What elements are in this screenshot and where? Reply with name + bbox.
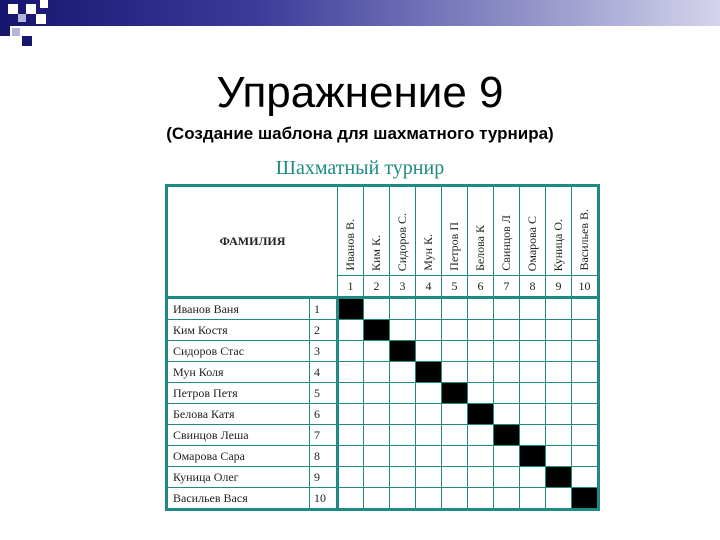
result-cell[interactable] (364, 362, 390, 383)
result-cell[interactable] (338, 467, 364, 488)
column-number: 5 (442, 276, 468, 298)
result-cell[interactable] (520, 404, 546, 425)
result-cell[interactable] (416, 341, 442, 362)
result-cell[interactable] (416, 446, 442, 467)
diagonal-blocked-cell (546, 467, 572, 488)
column-number: 10 (572, 276, 599, 298)
result-cell[interactable] (572, 467, 599, 488)
column-number: 4 (416, 276, 442, 298)
column-header (364, 186, 390, 276)
result-cell[interactable] (390, 446, 416, 467)
result-cell[interactable] (416, 425, 442, 446)
result-cell[interactable] (546, 488, 572, 510)
player-row (167, 446, 599, 467)
result-cell[interactable] (520, 341, 546, 362)
column-header-label: Иванов В. (343, 219, 357, 271)
result-cell[interactable] (416, 383, 442, 404)
column-header (338, 186, 364, 276)
column-header-label: Ким К. (369, 234, 383, 271)
player-name: Мун Коля (167, 362, 310, 383)
result-cell[interactable] (338, 425, 364, 446)
player-name: Белова Катя (167, 404, 310, 425)
result-cell[interactable] (494, 341, 520, 362)
result-cell[interactable] (416, 488, 442, 510)
tournament-table (165, 184, 600, 511)
player-index: 8 (310, 446, 338, 467)
result-cell[interactable] (468, 383, 494, 404)
result-cell[interactable] (468, 362, 494, 383)
result-cell[interactable] (494, 488, 520, 510)
result-cell[interactable] (364, 467, 390, 488)
player-index: 3 (310, 341, 338, 362)
player-name: Омарова Сара (167, 446, 310, 467)
player-row (167, 320, 599, 341)
player-name: Иванов Ваня (167, 298, 310, 320)
result-cell[interactable] (338, 383, 364, 404)
result-cell[interactable] (442, 467, 468, 488)
column-number: 3 (390, 276, 416, 298)
column-header (572, 186, 599, 276)
column-header-label: Мун К. (421, 234, 435, 271)
diagonal-blocked-cell (572, 488, 599, 510)
result-cell[interactable] (520, 320, 546, 341)
result-cell[interactable] (468, 425, 494, 446)
result-cell[interactable] (364, 404, 390, 425)
player-name: Сидоров Стас (167, 341, 310, 362)
player-name: Куница Олег (167, 467, 310, 488)
result-cell[interactable] (520, 425, 546, 446)
result-cell[interactable] (572, 383, 599, 404)
surname-header: ФАМИЛИЯ (167, 186, 338, 298)
column-header-label: Омарова С (525, 215, 539, 271)
result-cell[interactable] (390, 404, 416, 425)
diagonal-blocked-cell (494, 425, 520, 446)
column-header (494, 186, 520, 276)
player-index: 5 (310, 383, 338, 404)
player-row (167, 425, 599, 446)
result-cell[interactable] (390, 425, 416, 446)
result-cell[interactable] (572, 425, 599, 446)
player-row (167, 298, 599, 320)
column-number: 9 (546, 276, 572, 298)
result-cell[interactable] (494, 298, 520, 320)
player-index: 1 (310, 298, 338, 320)
diagonal-blocked-cell (390, 341, 416, 362)
result-cell[interactable] (390, 467, 416, 488)
player-row (167, 341, 599, 362)
result-cell[interactable] (572, 404, 599, 425)
result-cell[interactable] (572, 362, 599, 383)
player-name: Петров Петя (167, 383, 310, 404)
column-header-label: Свинцов Л (499, 215, 513, 271)
result-cell[interactable] (442, 404, 468, 425)
result-cell[interactable] (572, 446, 599, 467)
result-cell[interactable] (546, 341, 572, 362)
result-cell[interactable] (520, 383, 546, 404)
result-cell[interactable] (546, 383, 572, 404)
table-title: Шахматный турнир (275, 157, 445, 179)
result-cell[interactable] (520, 488, 546, 510)
player-index: 7 (310, 425, 338, 446)
column-header (416, 186, 442, 276)
column-number: 8 (520, 276, 546, 298)
result-cell[interactable] (494, 362, 520, 383)
result-cell[interactable] (546, 425, 572, 446)
result-cell[interactable] (546, 446, 572, 467)
result-cell[interactable] (442, 341, 468, 362)
player-index: 4 (310, 362, 338, 383)
player-row (167, 488, 599, 510)
result-cell[interactable] (338, 446, 364, 467)
result-cell[interactable] (416, 467, 442, 488)
column-header-label: Белова К (473, 224, 487, 271)
player-index: 6 (310, 404, 338, 425)
player-name: Ким Костя (167, 320, 310, 341)
result-cell[interactable] (338, 404, 364, 425)
column-header-label: Васильев В. (577, 209, 591, 271)
result-cell[interactable] (390, 362, 416, 383)
player-index: 10 (310, 488, 338, 510)
column-header (390, 186, 416, 276)
result-cell[interactable] (390, 320, 416, 341)
column-header-label: Сидоров С. (395, 212, 409, 271)
result-cell[interactable] (338, 320, 364, 341)
column-number: 1 (338, 276, 364, 298)
column-number: 6 (468, 276, 494, 298)
result-cell[interactable] (338, 341, 364, 362)
result-cell[interactable] (364, 425, 390, 446)
result-cell[interactable] (364, 488, 390, 510)
result-cell[interactable] (494, 383, 520, 404)
diagonal-blocked-cell (338, 298, 364, 320)
player-name: Васильев Вася (167, 488, 310, 510)
result-cell[interactable] (416, 320, 442, 341)
result-cell[interactable] (338, 488, 364, 510)
result-cell[interactable] (338, 362, 364, 383)
player-index: 9 (310, 467, 338, 488)
slide-title: Упражнение 9 (216, 68, 504, 117)
column-header (546, 186, 572, 276)
result-cell[interactable] (442, 488, 468, 510)
diagonal-blocked-cell (364, 320, 390, 341)
result-cell[interactable] (520, 298, 546, 320)
header-row (167, 186, 599, 276)
column-header (442, 186, 468, 276)
result-cell[interactable] (494, 404, 520, 425)
result-cell[interactable] (364, 341, 390, 362)
result-cell[interactable] (468, 467, 494, 488)
result-cell[interactable] (546, 404, 572, 425)
column-number: 7 (494, 276, 520, 298)
result-cell[interactable] (546, 298, 572, 320)
result-cell[interactable] (364, 298, 390, 320)
player-row (167, 362, 599, 383)
result-cell[interactable] (468, 488, 494, 510)
result-cell[interactable] (442, 446, 468, 467)
player-row (167, 383, 599, 404)
result-cell[interactable] (546, 362, 572, 383)
column-number: 2 (364, 276, 390, 298)
player-index: 2 (310, 320, 338, 341)
player-row (167, 404, 599, 425)
result-cell[interactable] (442, 298, 468, 320)
result-cell[interactable] (468, 320, 494, 341)
result-cell[interactable] (572, 298, 599, 320)
result-cell[interactable] (416, 404, 442, 425)
result-cell[interactable] (546, 320, 572, 341)
result-cell[interactable] (390, 298, 416, 320)
diagonal-blocked-cell (416, 362, 442, 383)
result-cell[interactable] (390, 383, 416, 404)
result-cell[interactable] (468, 298, 494, 320)
result-cell[interactable] (572, 341, 599, 362)
player-row (167, 467, 599, 488)
column-header (520, 186, 546, 276)
result-cell[interactable] (390, 488, 416, 510)
column-header (468, 186, 494, 276)
diagonal-blocked-cell (442, 383, 468, 404)
result-cell[interactable] (416, 298, 442, 320)
result-cell[interactable] (494, 467, 520, 488)
result-cell[interactable] (442, 320, 468, 341)
result-cell[interactable] (520, 362, 546, 383)
result-cell[interactable] (494, 320, 520, 341)
diagonal-blocked-cell (520, 446, 546, 467)
result-cell[interactable] (468, 341, 494, 362)
result-cell[interactable] (468, 446, 494, 467)
result-cell[interactable] (364, 446, 390, 467)
result-cell[interactable] (442, 362, 468, 383)
diagonal-blocked-cell (468, 404, 494, 425)
result-cell[interactable] (364, 383, 390, 404)
column-header-label: Куница О. (551, 218, 565, 271)
player-name: Свинцов Леша (167, 425, 310, 446)
top-decoration-bar (0, 0, 720, 26)
result-cell[interactable] (520, 467, 546, 488)
result-cell[interactable] (494, 446, 520, 467)
column-header-label: Петров П (447, 222, 461, 271)
result-cell[interactable] (572, 320, 599, 341)
slide-subtitle: (Создание шаблона для шахматного турнира) (166, 124, 554, 143)
result-cell[interactable] (442, 425, 468, 446)
